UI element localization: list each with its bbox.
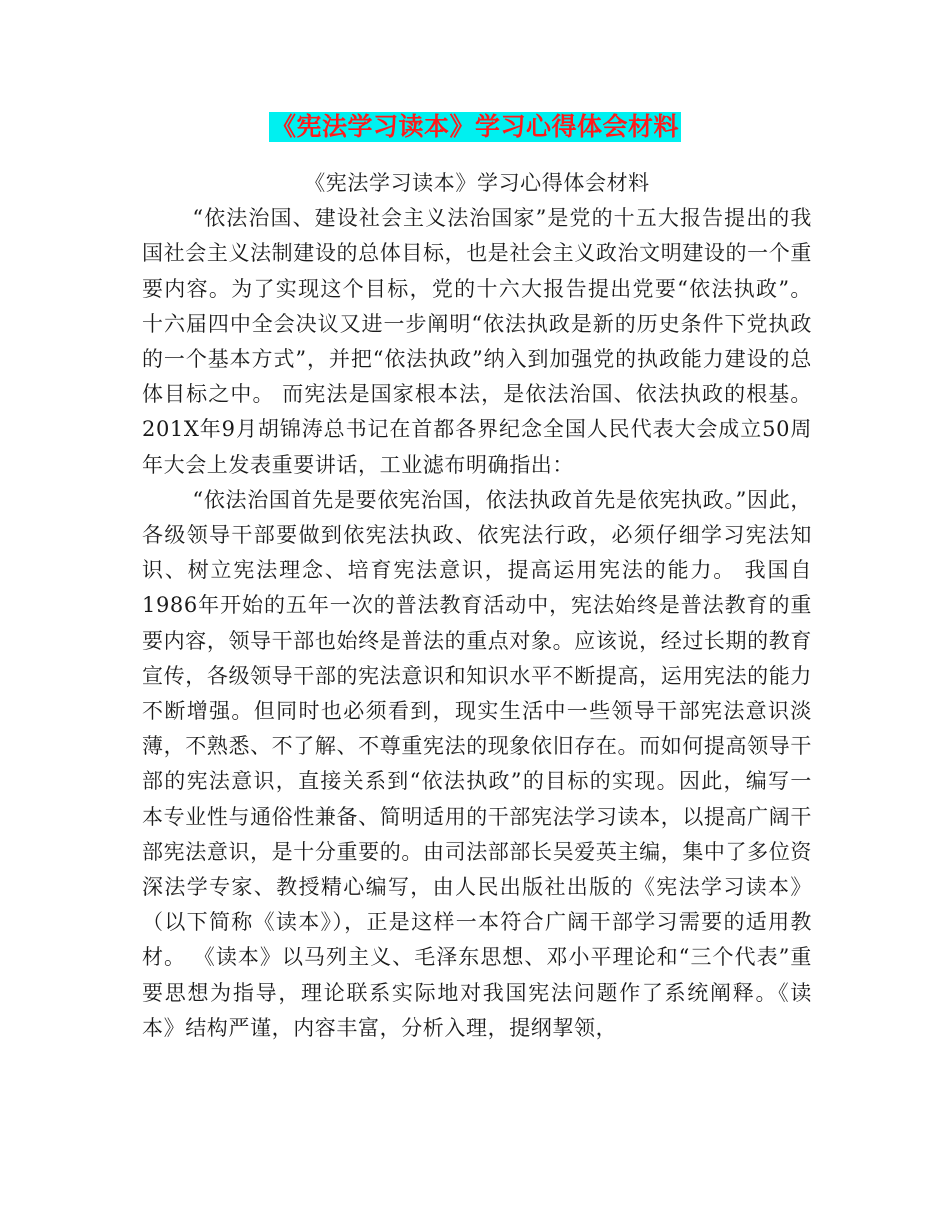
document-body [142,166,812,1046]
title-container [0,112,950,142]
paragraph-1: “依法治国、建设社会主义法治国家”是党的十五大报告提出的我国社会主义法制建设的总体目标，也是社会主义政治文明建设的一个重要内容。为了实现这个目标，党的十六大报告提出党要“依法执政”。十六届四中全会决议又进一步阐明“依法执政是新的历史条件下党执政的一个基本方式”，并把“依法执政”纳入到加强党的执政能力建设的总体目标之中。 而宪法是国家根本法，是依法治国、依法执政的根基。201X年9月胡锦涛总书记在首都各界纪念全国人民代表大会成立50周年大会上发表重要讲话，工业滤布明确指出： [142,206,812,477]
page-title: 《宪法学习读本》学习心得体会材料 [270,112,679,141]
paragraph-2: “依法治国首先是要依宪治国，依法执政首先是依宪执政。”因此，各级领导干部要做到依宪法执政、依宪法行政，必须仔细学习宪法知识、树立宪法理念、培育宪法意识，提高运用宪法的能力。 我国自1986年开始的五年一次的普法教育活动中，宪法始终是普法教育的重要内容，领导干部也始终是普法的重点对象。应该说，经过长期的教育宣传，各级领导干部的宪法意识和知识水平不断提高，运用宪法的能力不断增强。但同时也必须看到，现实生活中一些领导干部宪法意识淡薄，不熟悉、不了解、不尊重宪法的现象依旧存在。而如何提高领导干部的宪法意识，直接关系到“依法执政”的目标的实现。因此，编写一本专业性与通俗性兼备、简明适用的干部宪法学习读本，以提高广阔干部宪法意识，是十分重要的。由司法部部长吴爱英主编，集中了多位资深法学专家、教授精心编写，由人民出版社出版的《宪法学习读本》（以下简称《读本》），正是这样一本符合广阔干部学习需要的适用教材。 《读本》以马列主义、毛泽东思想、邓小平理论和“三个代表”重要思想为指导，理论联系实际地对我国宪法问题作了系统阐释。《读本》结构严谨，内容丰富，分析入理，提纲挈领， [142,487,812,1040]
document-subtitle: 《宪法学习读本》学习心得体会材料 [304,171,650,195]
